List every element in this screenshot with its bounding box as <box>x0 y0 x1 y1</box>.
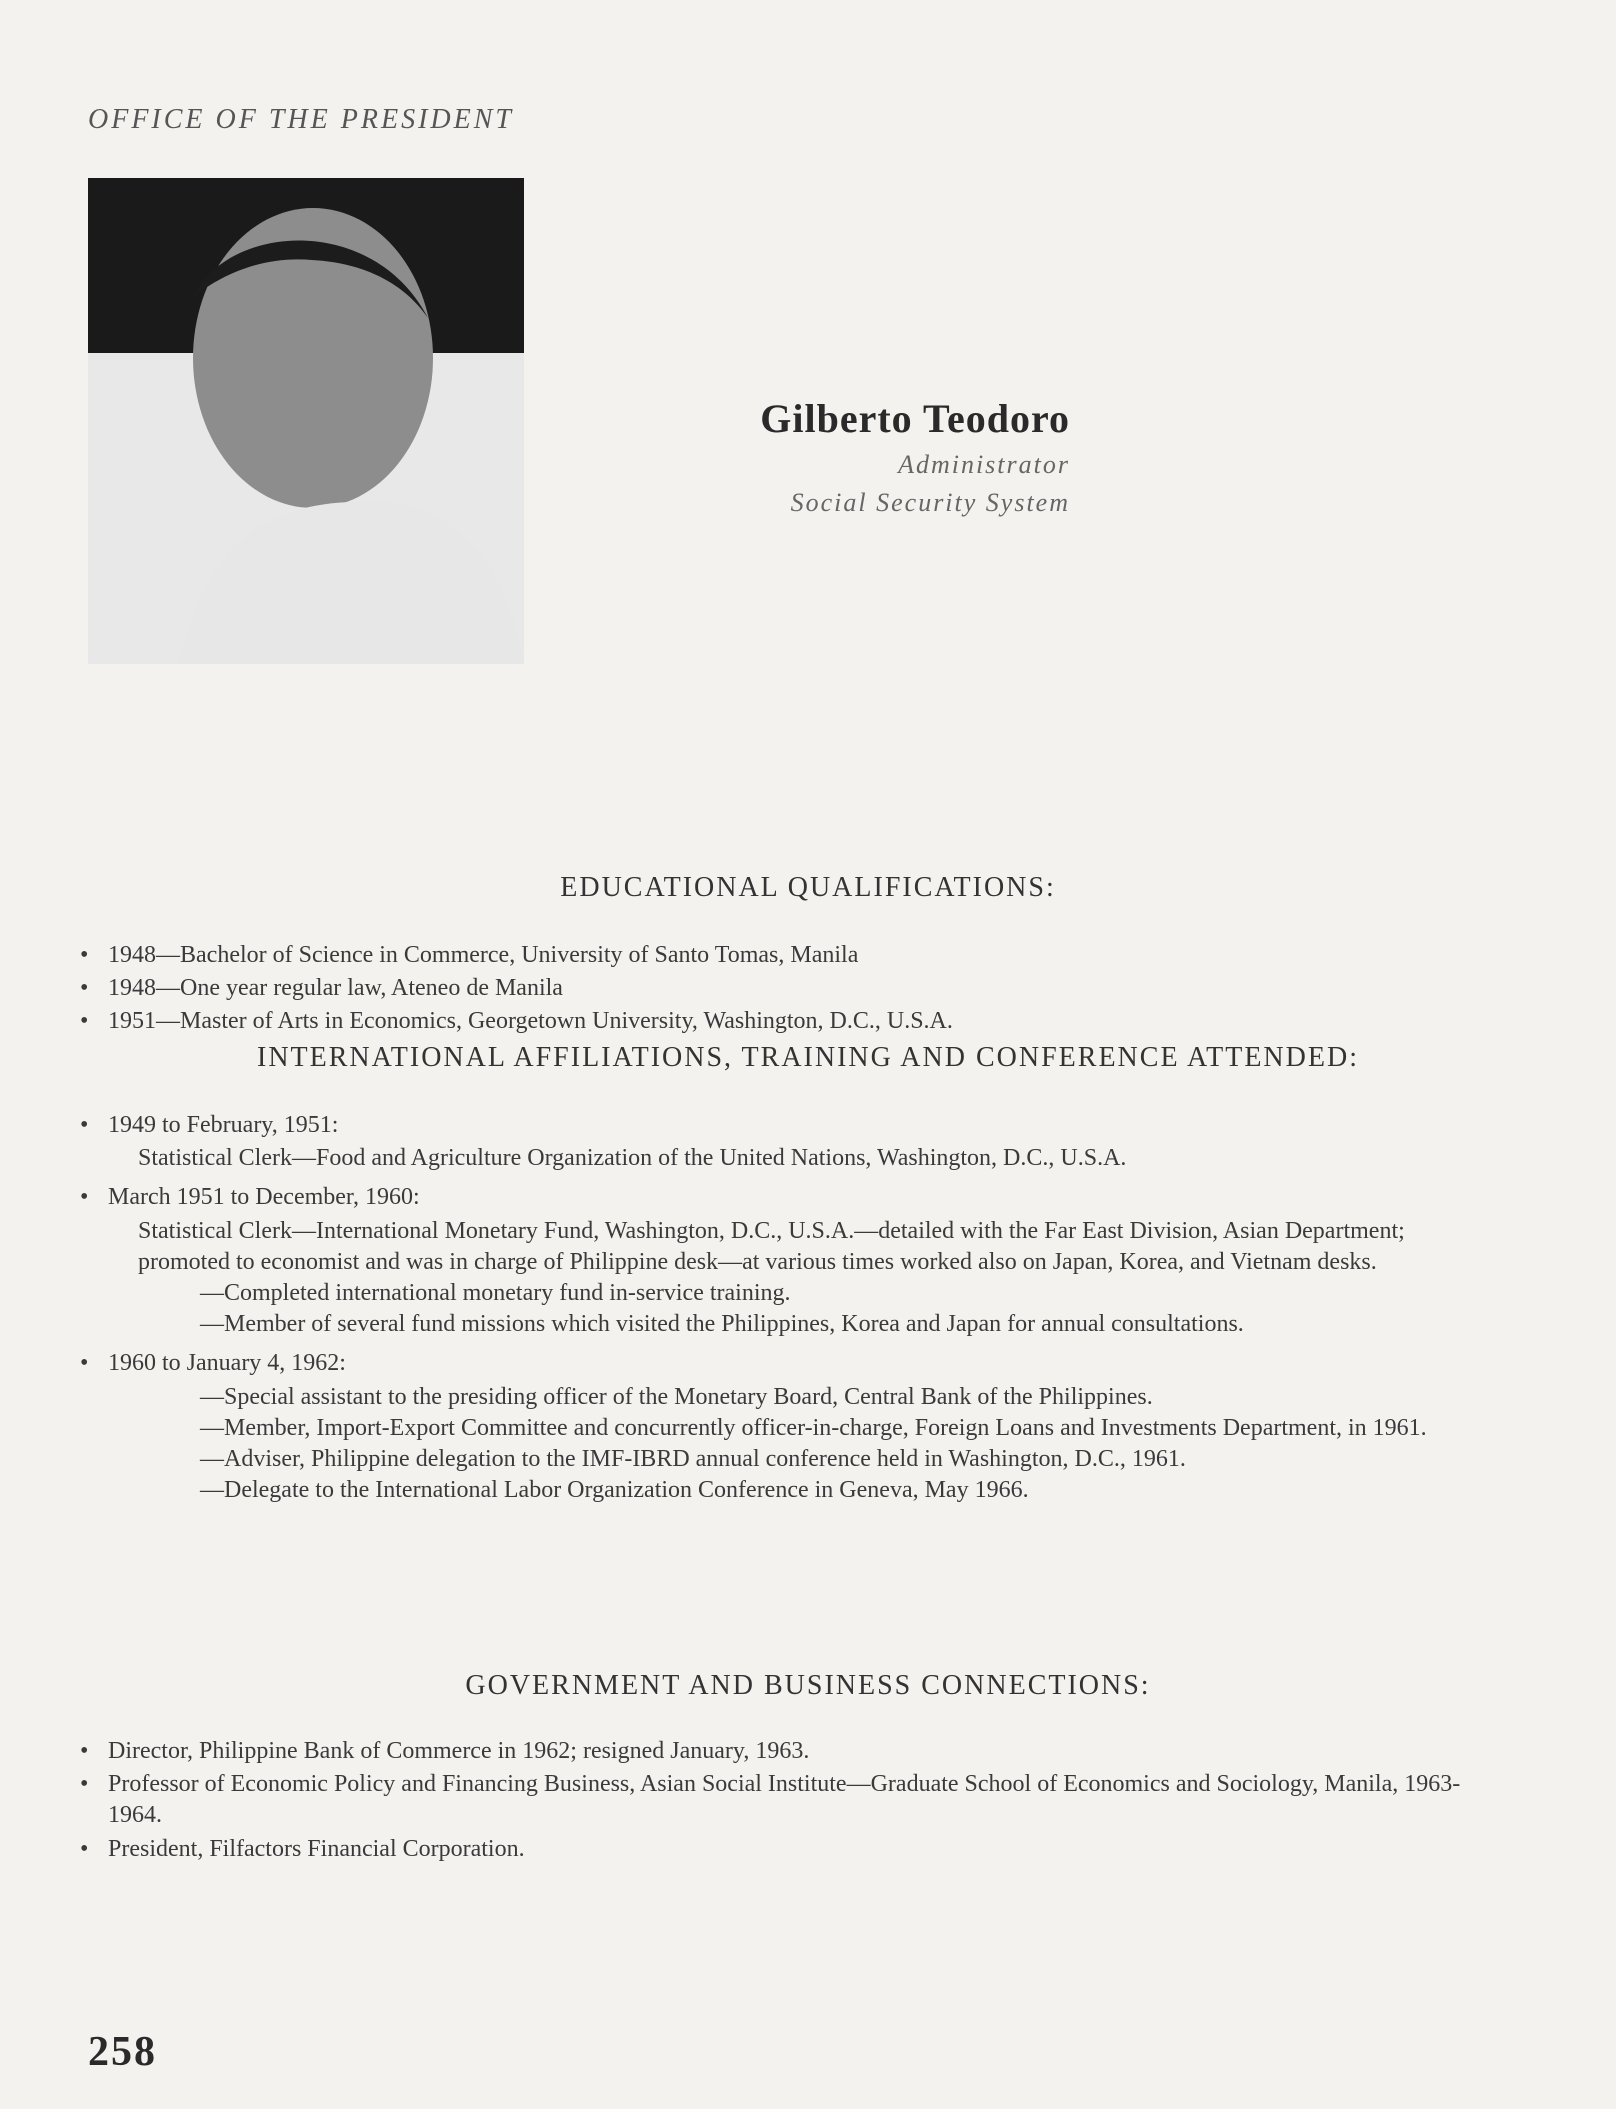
international-period <box>80 1348 1500 1379</box>
government-item-text: Professor of Economic Policy and Financing Business, Asian Social Institute—Graduate School of Economics and Sociology, Manila, 1963-1964. <box>108 1771 1461 1829</box>
bullet-symbol: • <box>80 1771 89 1798</box>
government-list <box>80 1736 1500 1867</box>
international-detail: Statistical Clerk—International Monetary Fund, Washington, D.C., U.S.A.—detailed with the Far East Division, Asian Department; promoted to economist and was in charge of Philippine desk—at various times worked also on Japan, Korea, and Vietnam desks. <box>138 1217 1405 1275</box>
education-item <box>80 940 1500 971</box>
government-item-text: Director, Philippine Bank of Commerce in 1962; resigned January, 1963. <box>108 1738 810 1764</box>
profile-org: Social Security System <box>790 488 1070 517</box>
bullet-symbol: • <box>80 1738 89 1764</box>
international-subdetail: —Adviser, Philippine delegation to the IMF-IBRD annual conference held in Washington, D.C., 1961. <box>200 1445 1186 1472</box>
education-title: EDUCATIONAL QUALIFICATIONS: <box>560 872 1056 903</box>
international-subdetail: —Member, Import-Export Committee and concurrently officer-in-charge, Foreign Loans and Investments Department, in 1961. <box>200 1414 1427 1441</box>
international-subdetail: —Member of several fund missions which visited the Philippines, Korea and Japan for annual consultations. <box>200 1311 1244 1338</box>
profile-block <box>690 395 1070 518</box>
international-period <box>80 1110 1500 1141</box>
bullet-symbol: • <box>80 975 89 1002</box>
bullet-symbol: • <box>80 1184 89 1211</box>
bullet-symbol: • <box>80 942 89 968</box>
portrait-photo <box>88 178 524 664</box>
international-list <box>80 1110 1500 1506</box>
international-subdetail: —Special assistant to the presiding officer of the Monetary Board, Central Bank of the Philippines. <box>200 1383 1153 1410</box>
education-item <box>80 1006 1500 1037</box>
international-title: INTERNATIONAL AFFILIATIONS, TRAINING AND CONFERENCE ATTENDED: <box>257 1042 1359 1073</box>
profile-role: Administrator <box>898 450 1070 479</box>
international-period-text: 1960 to January 4, 1962: <box>108 1350 346 1377</box>
government-item-text: President, Filfactors Financial Corporation. <box>108 1835 525 1862</box>
portrait-illustration <box>88 178 524 664</box>
international-subdetail: —Delegate to the International Labor Organization Conference in Geneva, May 1966. <box>200 1477 1029 1504</box>
office-header: OFFICE OF THE PRESIDENT <box>88 104 514 135</box>
government-item <box>80 1834 1500 1865</box>
government-item <box>80 1736 1500 1767</box>
profile-name: Gilberto Teodoro <box>760 396 1070 441</box>
bullet-symbol: • <box>80 1112 89 1138</box>
international-subdetail: —Completed international monetary fund in-service training. <box>200 1279 791 1306</box>
education-item-text: 1948—Bachelor of Science in Commerce, University of Santo Tomas, Manila <box>108 942 859 968</box>
education-item-text: 1951—Master of Arts in Economics, Georgetown University, Washington, D.C., U.S.A. <box>108 1008 953 1035</box>
page-number: 258 <box>88 2029 157 2075</box>
international-period <box>80 1182 1500 1213</box>
education-item-text: 1948—One year regular law, Ateneo de Manila <box>108 975 563 1002</box>
bullet-symbol: • <box>80 1835 89 1862</box>
government-item <box>80 1769 1500 1831</box>
international-period-text: 1949 to February, 1951: <box>108 1112 339 1138</box>
government-title: GOVERNMENT AND BUSINESS CONNECTIONS: <box>465 1670 1151 1701</box>
international-detail: Statistical Clerk—Food and Agriculture Organization of the United Nations, Washington, D.C., U.S.A. <box>138 1145 1127 1172</box>
education-list <box>80 940 1500 1040</box>
international-period-text: March 1951 to December, 1960: <box>108 1184 420 1211</box>
bullet-symbol: • <box>80 1350 89 1377</box>
education-item <box>80 973 1500 1004</box>
bullet-symbol: • <box>80 1008 89 1035</box>
